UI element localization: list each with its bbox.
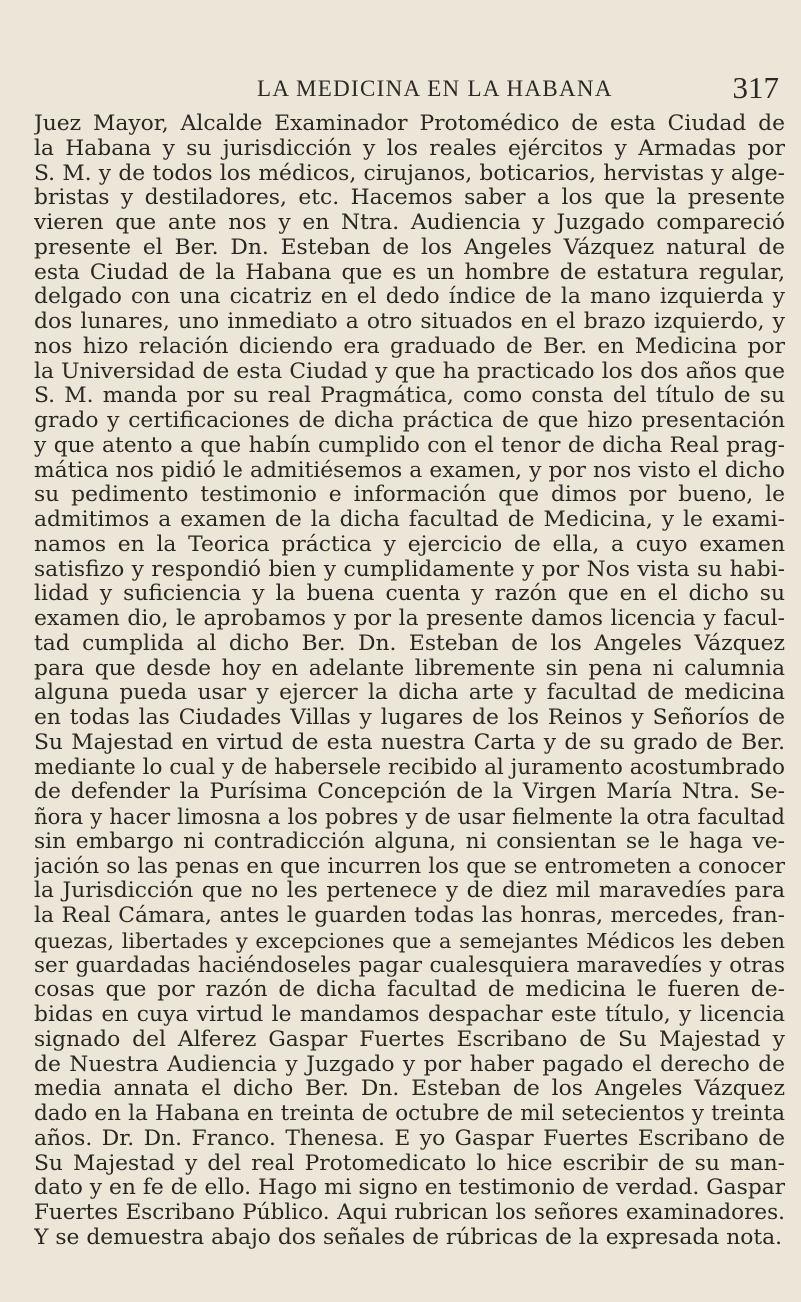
text-line: Juez Mayor, Alcalde Examinador Protomédico de esta Ciudad de [34, 112, 785, 136]
text-line: años. Dr. Dn. Franco. Thenesa. E yo Gaspar Fuertes Escribano de [34, 1126, 785, 1151]
text-line: satisfizo y respondió bien y cumplidamente y por Nos vista su habi- [34, 557, 785, 582]
text-line: mediante lo cual y de habersele recibido al juramento acostumbrado [34, 755, 785, 780]
text-line: de Nuestra Audiencia y Juzgado y por haber pagado el derecho de [34, 1052, 785, 1077]
text-line: S. M. y de todos los médicos, cirujanos, boticarios, hervistas y alge- [34, 161, 785, 186]
text-line: namos en la Teorica práctica y ejercicio de ella, a cuyo examen [34, 532, 785, 557]
text-line: Fuertes Escribano Público. Aqui rubrican los señores examinadores. [34, 1201, 785, 1225]
text-line: examen dio, le aprobamos y por la presente damos licencia y facul- [34, 607, 785, 631]
text-line: para que desde hoy en adelante libremente sin pena ni calumnia [34, 656, 785, 681]
text-line: ñora y hacer limosna a los pobres y de usar fielmente la otra facultad [34, 805, 785, 829]
text-line: quezas, libertades y excepciones que a semejantes Médicos les deben [34, 928, 785, 953]
text-line: bristas y destiladores, etc. Hacemos saber a los que la presente [34, 186, 785, 211]
text-line: dos lunares, uno inmediato a otro situados en el brazo izquierdo, y [34, 310, 785, 334]
text-line: alguna pueda usar y ejercer la dicha arte y facultad de medicina [34, 681, 785, 706]
text-line: la Habana y su jurisdicción y los reales ejércitos y Armadas por [34, 136, 785, 161]
text-line: la Jurisdicción que no les pertenece y de diez mil maravedíes para [34, 879, 785, 904]
text-line: la Real Cámara, antes le guarden todas las honras, mercedes, fran- [34, 904, 785, 928]
text-line: signado del Alferez Gaspar Fuertes Escribano de Su Majestad y [34, 1027, 785, 1052]
text-line: S. M. manda por su real Pragmática, como consta del título de su [34, 384, 785, 409]
text-line: media annata el dicho Ber. Dn. Esteban de los Angeles Vázquez [34, 1077, 785, 1102]
text-line: admitimos a examen de la dicha facultad de Medicina, y le exami- [34, 508, 785, 532]
text-line: lidad y suficiencia y la buena cuenta y razón que en el dicho su [34, 582, 785, 607]
text-line: sin embargo ni contradicción alguna, ni consientan se le haga ve- [34, 829, 785, 854]
text-line: su pedimento testimonio e información que dimos por bueno, le [34, 483, 785, 508]
text-line: Su Majestad y del real Protomedicato lo hice escribir de su man- [34, 1151, 785, 1176]
text-line: delgado con una cicatriz en el dedo índice de la mano izquierda y [34, 285, 785, 310]
text-line: cosas que por razón de dicha facultad de medicina le fueren de- [34, 978, 785, 1003]
text-line: grado y certificaciones de dicha práctica de que hizo presentación [34, 409, 785, 433]
text-line: esta Ciudad de la Habana que es un hombre de estatura regular, [34, 260, 785, 285]
text-line: vieren que ante nos y en Ntra. Audiencia y Juzgado compareció [34, 211, 785, 235]
text-line: presente el Ber. Dn. Esteban de los Angeles Vázquez natural de [34, 235, 785, 260]
text-line: y que atento a que habín cumplido con el tenor de dicha Real prag- [34, 433, 785, 458]
text-line: de defender la Purísima Concepción de la Virgen María Ntra. Se- [34, 780, 785, 805]
page-header [0, 70, 801, 104]
text-line: mática nos pidió le admitiésemos a examen, y por nos visto el dicho [34, 458, 785, 483]
text-line: nos hizo relación diciendo era graduado de Ber. en Medicina por [34, 334, 785, 359]
text-line: dado en la Habana en treinta de octubre de mil setecientos y treinta [34, 1102, 785, 1126]
text-line: ser guardadas haciéndoseles pagar cualesquiera maravedíes y otras [34, 953, 785, 978]
text-line: la Universidad de esta Ciudad y que ha practicado los dos años que [34, 359, 785, 384]
text-line: en todas las Ciudades Villas y lugares de los Reinos y Señoríos de [34, 706, 785, 730]
text-line: tad cumplida al dicho Ber. Dn. Esteban de los Angeles Vázquez [34, 631, 785, 656]
text-line: dato y en fe de ello. Hago mi signo en testimonio de verdad. Gaspar [34, 1176, 785, 1201]
text-line: bidas en cuya virtud le mandamos despachar este título, y licencia [34, 1003, 785, 1027]
page-number: 317 [732, 70, 779, 105]
text-line: Su Majestad en virtud de esta nuestra Carta y de su grado de Ber. [34, 730, 785, 755]
text-line: jación so las penas en que incurren los que se entrometen a conocer [34, 854, 785, 879]
text-line: Y se demuestra abajo dos señales de rúbricas de la expresada nota. [34, 1225, 783, 1250]
body-paragraph [34, 112, 785, 1251]
running-title: LA MEDICINA EN LA HABANA [257, 76, 613, 101]
